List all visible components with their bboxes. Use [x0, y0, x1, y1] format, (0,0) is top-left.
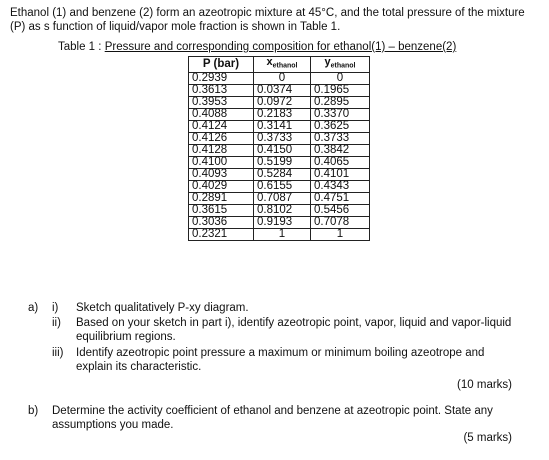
x-ethanol-cell: 0 — [254, 72, 311, 84]
y-ethanol-cell: 0.4343 — [311, 180, 370, 192]
x-ethanol-cell: 0.0972 — [254, 96, 311, 108]
x-ethanol-cell: 0.8102 — [254, 204, 311, 216]
x-ethanol-cell: 1 — [254, 228, 311, 240]
table-body — [189, 72, 370, 240]
pressure-cell: 0.4029 — [189, 180, 254, 192]
x-ethanol-cell: 0.0374 — [254, 84, 311, 96]
x-ethanol-cell: 0.9193 — [254, 216, 311, 228]
x-ethanol-cell: 0.2183 — [254, 108, 311, 120]
table-header-row — [189, 57, 370, 73]
y-ethanol-cell: 0.3842 — [311, 144, 370, 156]
pressure-cell: 0.2891 — [189, 192, 254, 204]
y-ethanol-cell: 0 — [311, 72, 370, 84]
question-a-ii-num: ii) — [52, 317, 61, 329]
question-a-iii-text: Identify azeotropic point pressure a maximum or minimum boiling azeotrope and explain its characteristic. — [76, 347, 485, 373]
pressure-composition-table — [188, 56, 370, 241]
question-a-i-num: i) — [52, 302, 59, 314]
pressure-cell: 0.2939 — [189, 72, 254, 84]
x-ethanol-cell: 0.3733 — [254, 132, 311, 144]
y-ethanol-cell: 0.2895 — [311, 96, 370, 108]
y-ethanol-cell: 0.3733 — [311, 132, 370, 144]
pressure-cell: 0.4128 — [189, 144, 254, 156]
y-ethanol-cell: 1 — [311, 228, 370, 240]
x-ethanol-cell: 0.6155 — [254, 180, 311, 192]
x-ethanol-cell: 0.7087 — [254, 192, 311, 204]
table-row — [189, 216, 370, 228]
table-row — [189, 228, 370, 240]
y-ethanol-cell: 0.4065 — [311, 156, 370, 168]
y-ethanol-cell: 0.7078 — [311, 216, 370, 228]
y-ethanol-cell: 0.4101 — [311, 168, 370, 180]
x-ethanol-cell: 0.5199 — [254, 156, 311, 168]
table-caption-prefix: Table 1 : — [58, 41, 102, 53]
x-ethanol-cell: 0.3141 — [254, 120, 311, 132]
pressure-cell: 0.4124 — [189, 120, 254, 132]
question-a-ii-text: Based on your sketch in part i), identify azeotropic point, vapor, liquid and vapor-liquid equilibrium regions. — [76, 317, 512, 343]
pressure-cell: 0.4126 — [189, 132, 254, 144]
table-row — [189, 72, 370, 84]
table-row — [189, 144, 370, 156]
question-b-label: b) — [28, 405, 39, 417]
table-row — [189, 168, 370, 180]
y-ethanol-cell: 0.3625 — [311, 120, 370, 132]
table-row — [189, 180, 370, 192]
pressure-cell: 0.4088 — [189, 108, 254, 120]
table-caption — [58, 41, 456, 53]
table-row — [189, 156, 370, 168]
pressure-cell: 0.4100 — [189, 156, 254, 168]
question-b-text: Determine the activity coefficient of ethanol and benzene at azeotropic point. State any assumptions you made. — [52, 405, 493, 431]
pressure-cell: 0.2321 — [189, 228, 254, 240]
pressure-cell: 0.3953 — [189, 96, 254, 108]
table-caption-title: Pressure and corresponding composition for ethanol(1) – benzene(2) — [104, 41, 457, 53]
pressure-cell: 0.3615 — [189, 204, 254, 216]
pressure-cell: 0.3613 — [189, 84, 254, 96]
table-row — [189, 192, 370, 204]
y-ethanol-cell: 0.4751 — [311, 192, 370, 204]
table-row — [189, 96, 370, 108]
question-b-marks: (5 marks) — [463, 432, 512, 444]
header-y-ethanol: $y_{ethanol}$ — [311, 57, 370, 73]
table-row — [189, 108, 370, 120]
problem-intro: Ethanol (1) and benzene (2) form an azeotropic mixture at 45°C, and the total pressure of the mixture (P) as s function of liquid/vapor mole fraction is shown in Table 1. — [10, 7, 525, 33]
table-row — [189, 84, 370, 96]
y-ethanol-cell: 0.3370 — [311, 108, 370, 120]
x-ethanol-cell: 0.5284 — [254, 168, 311, 180]
question-a-i-text: Sketch qualitatively P-xy diagram. — [76, 302, 249, 314]
question-a-marks: (10 marks) — [457, 379, 512, 391]
y-ethanol-cell: 0.1965 — [311, 84, 370, 96]
table-row — [189, 132, 370, 144]
pressure-cell: 0.3036 — [189, 216, 254, 228]
x-ethanol-cell: 0.4150 — [254, 144, 311, 156]
question-a-label: a) — [28, 302, 39, 314]
table-row — [189, 120, 370, 132]
table-row — [189, 204, 370, 216]
header-pressure: P (bar) — [189, 57, 254, 73]
y-ethanol-cell: 0.5456 — [311, 204, 370, 216]
header-x-ethanol: $x_{ethanol}$ — [254, 57, 311, 73]
question-a-iii-num: iii) — [52, 347, 64, 359]
pressure-cell: 0.4093 — [189, 168, 254, 180]
